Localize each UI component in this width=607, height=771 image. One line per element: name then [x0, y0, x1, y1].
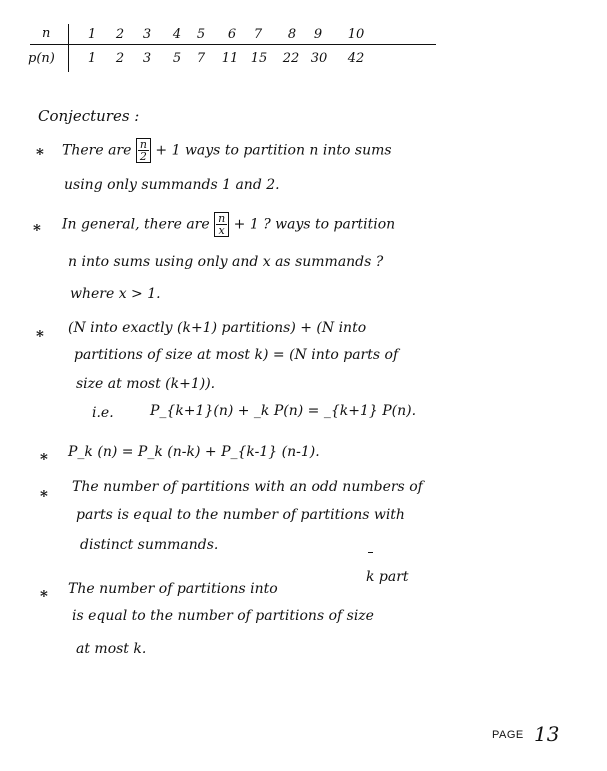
conjecture-2-line-1 [62, 212, 395, 237]
fraction [216, 213, 227, 236]
conjecture-2-line-3: where x > 1. [70, 286, 161, 302]
conjecture-3-formula: P_{k+1}(n) + _k P(n) = _{k+1} P(n). [150, 403, 417, 419]
conjecture-6-line-1a: The number of partitions into [68, 581, 278, 597]
conjecture-3-ie: i.e. [92, 405, 114, 421]
conjecture-5-line-3: distinct summands. [80, 537, 219, 553]
page-number: 13 [534, 722, 560, 746]
table-p-cell: 2 [115, 51, 125, 66]
conjecture-3-line-2: partitions of size at most k) = (N into parts of [74, 347, 399, 363]
table-n-cell: 6 [227, 27, 237, 42]
table-row-label-n: n [42, 26, 51, 41]
table-p-cell: 3 [142, 51, 152, 66]
bullet-icon: * [40, 587, 48, 605]
table-n-cell: 5 [196, 27, 206, 42]
table-n-cell: 8 [287, 27, 297, 42]
table-n-cell: 4 [172, 27, 182, 42]
bullet-icon: * [40, 487, 48, 505]
stray-pen-mark [368, 552, 373, 553]
conjecture-6-line-1b: k part [366, 569, 409, 585]
table-p-cell: 22 [282, 51, 300, 66]
bullet-icon: * [36, 327, 44, 345]
table-vertical-divider [68, 24, 69, 72]
table-n-cell: 9 [313, 27, 323, 42]
bullet-icon: * [36, 145, 44, 163]
conjecture-5-line-2: parts is equal to the number of partitions with [76, 507, 405, 523]
conjecture-5-line-1: The number of partitions with an odd numbers of [72, 479, 423, 495]
fraction-denominator: x [218, 224, 225, 237]
table-p-cell: 11 [221, 51, 239, 66]
conjecture-2-pre: In general, there are [62, 216, 210, 233]
conjecture-1-post: + 1 ways to partition n into sums [155, 142, 392, 159]
table-n-cell: 7 [253, 27, 263, 42]
floor-bracket [136, 138, 151, 163]
fraction-denominator: 2 [139, 150, 147, 163]
table-p-cell: 1 [87, 51, 97, 66]
conjecture-1-line-2: using only summands 1 and 2. [64, 177, 280, 193]
conjecture-6-line-2: is equal to the number of partitions of size [72, 608, 374, 624]
conjecture-3-line-1: (N into exactly (k+1) partitions) + (N into [68, 320, 367, 336]
floor-bracket [214, 212, 229, 237]
fraction-numerator: n [218, 212, 226, 225]
conjecture-3-line-3: size at most (k+1)). [76, 376, 216, 392]
conjectures-heading: Conjectures : [38, 107, 140, 125]
table-horizontal-divider [30, 44, 436, 45]
bullet-icon: * [40, 450, 48, 468]
table-n-cell: 1 [87, 27, 97, 42]
table-p-cell: 7 [196, 51, 206, 66]
page-label: PAGE [492, 729, 524, 741]
table-p-cell: 15 [250, 51, 268, 66]
table-row-label-pn: p(n) [28, 51, 55, 66]
table-p-cell: 30 [310, 51, 328, 66]
conjecture-1-line-1 [62, 138, 392, 163]
fraction-numerator: n [139, 138, 147, 151]
table-p-cell: 42 [347, 51, 365, 66]
table-n-cell: 10 [347, 27, 365, 42]
table-p-cell: 5 [172, 51, 182, 66]
conjecture-1-pre: There are [62, 142, 132, 159]
bullet-icon: * [33, 221, 41, 239]
conjecture-4-formula: P_k (n) = P_k (n-k) + P_{k-1} (n-1). [68, 444, 320, 460]
conjecture-2-line-2: n into sums using only and x as summands ? [68, 254, 384, 270]
conjecture-2-post: + 1 ? ways to partition [233, 216, 396, 233]
table-n-cell: 3 [142, 27, 152, 42]
conjecture-6-line-3: at most k. [76, 641, 147, 657]
fraction [138, 139, 149, 162]
table-n-cell: 2 [115, 27, 125, 42]
